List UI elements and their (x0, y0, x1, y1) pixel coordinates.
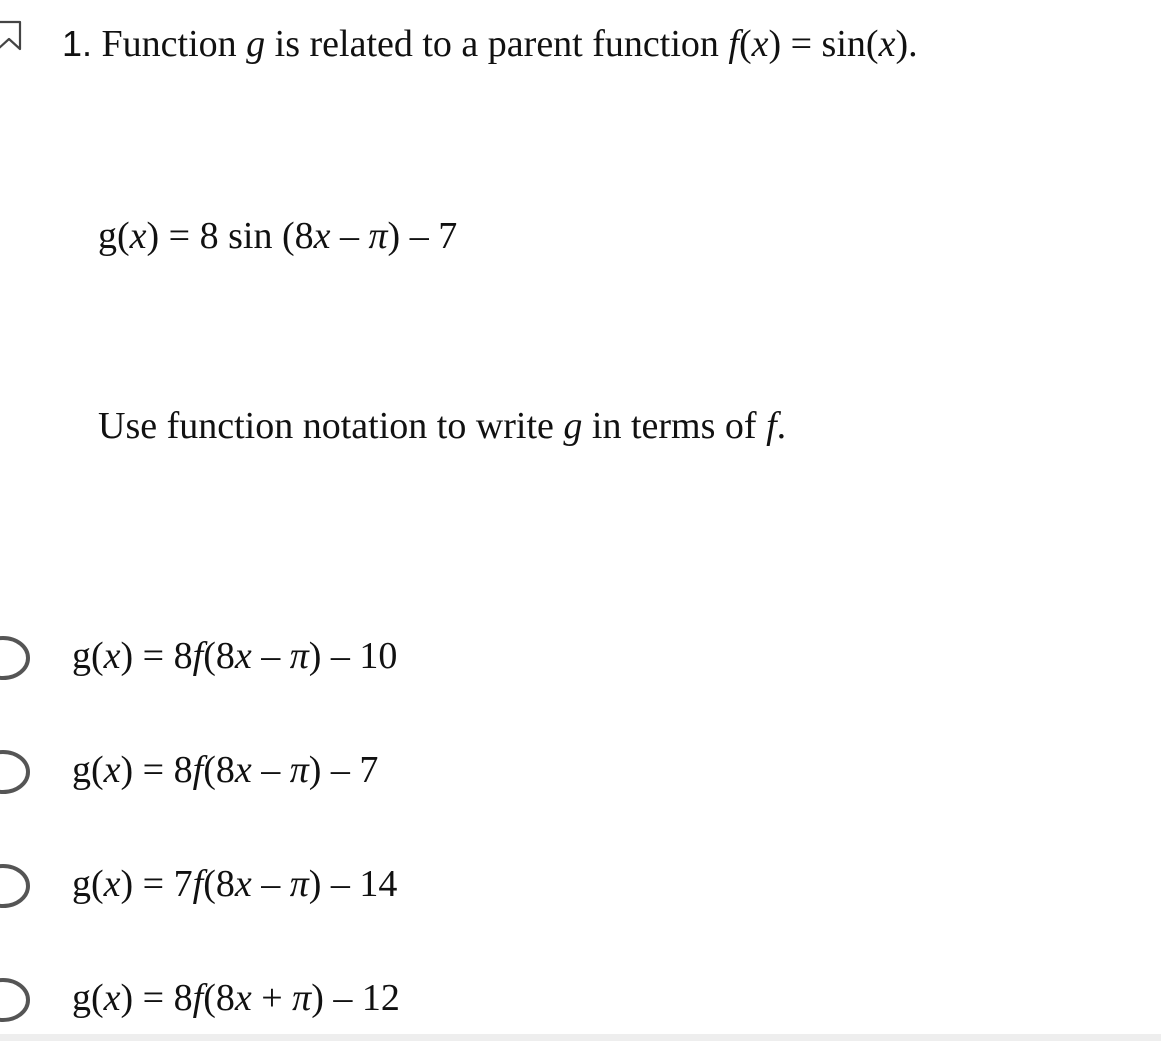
choice-inner-x: x (234, 863, 252, 905)
instruction-text (98, 402, 786, 450)
equation-inner-x: x (313, 215, 331, 257)
choice-operator: – (251, 863, 290, 905)
choice-operator: – (251, 749, 290, 791)
question-stem (62, 20, 918, 68)
parent-variable-x: x (751, 23, 769, 65)
choice-inner-start: (8 (203, 863, 235, 905)
choice-x: x (103, 863, 121, 905)
question-intro: Function (101, 23, 247, 65)
choice-x: x (103, 749, 121, 791)
choice-constant: ) – 12 (311, 977, 400, 1019)
radio-empty-icon[interactable] (0, 977, 32, 1023)
answer-choice-4[interactable] (0, 970, 700, 1030)
choice-coefficient: ) = 8 (120, 749, 193, 791)
parent-sin-argument: x (878, 23, 896, 65)
equation-minus: – (330, 215, 369, 257)
question-intro-continued: is related to a parent function (265, 23, 729, 65)
choice-pi: π (292, 977, 312, 1019)
choice-constant: ) – 10 (308, 635, 398, 677)
choice-f: f (192, 749, 204, 791)
equation-end: ) – 7 (387, 215, 458, 257)
answer-choice-text[interactable] (72, 746, 378, 794)
parent-definition-end: ). (895, 23, 918, 65)
instruction-end: . (776, 405, 787, 447)
bottom-divider (0, 1034, 1161, 1041)
choice-inner-x: x (234, 977, 252, 1019)
choice-coefficient: ) = 7 (120, 863, 193, 905)
radio-empty-icon[interactable] (0, 749, 32, 795)
answer-choice-text[interactable] (72, 632, 397, 680)
parent-definition: ) = sin( (768, 23, 879, 65)
instruction-g: g (563, 405, 583, 447)
equation-x: x (129, 215, 147, 257)
choice-f: f (192, 977, 204, 1019)
choice-x: x (103, 635, 121, 677)
choice-inner-start: (8 (203, 977, 235, 1019)
answer-choice-text[interactable] (72, 860, 397, 908)
choice-inner-x: x (234, 749, 252, 791)
choice-g: g( (72, 977, 104, 1019)
answer-choice-text[interactable] (72, 974, 400, 1022)
function-g-name: g (246, 23, 266, 65)
instruction-f: f (766, 405, 777, 447)
choice-pi: π (289, 635, 309, 677)
choice-constant: ) – 7 (308, 749, 379, 791)
choice-f: f (192, 863, 204, 905)
parent-function-name: f (728, 23, 739, 65)
radio-empty-icon[interactable] (0, 635, 32, 681)
parent-paren-open: ( (738, 23, 752, 65)
choice-coefficient: ) = 8 (120, 635, 193, 677)
choice-operator: + (251, 977, 293, 1019)
choice-operator: – (251, 635, 290, 677)
choice-g: g( (72, 749, 104, 791)
question-number: 1. (62, 23, 93, 64)
choice-g: g( (72, 863, 104, 905)
equation-g: g( (98, 215, 130, 257)
choice-g: g( (72, 635, 104, 677)
given-equation (98, 212, 457, 260)
choice-constant: ) – 14 (308, 863, 398, 905)
instruction-start: Use function notation to write (98, 405, 564, 447)
bookmark-flag-icon[interactable] (0, 18, 24, 52)
choice-pi: π (289, 749, 309, 791)
choice-inner-start: (8 (203, 749, 235, 791)
choice-x: x (103, 977, 121, 1019)
answer-choice-1[interactable] (0, 628, 700, 688)
choice-inner-start: (8 (203, 635, 235, 677)
equation-pi: π (368, 215, 388, 257)
choice-f: f (192, 635, 204, 677)
answer-choice-3[interactable] (0, 856, 700, 916)
equation-sin-part: ) = 8 sin (8 (146, 215, 314, 257)
radio-empty-icon[interactable] (0, 863, 32, 909)
instruction-middle: in terms of (582, 405, 767, 447)
answer-choice-2[interactable] (0, 742, 700, 802)
choice-inner-x: x (234, 635, 252, 677)
choice-coefficient: ) = 8 (120, 977, 193, 1019)
choice-pi: π (289, 863, 309, 905)
